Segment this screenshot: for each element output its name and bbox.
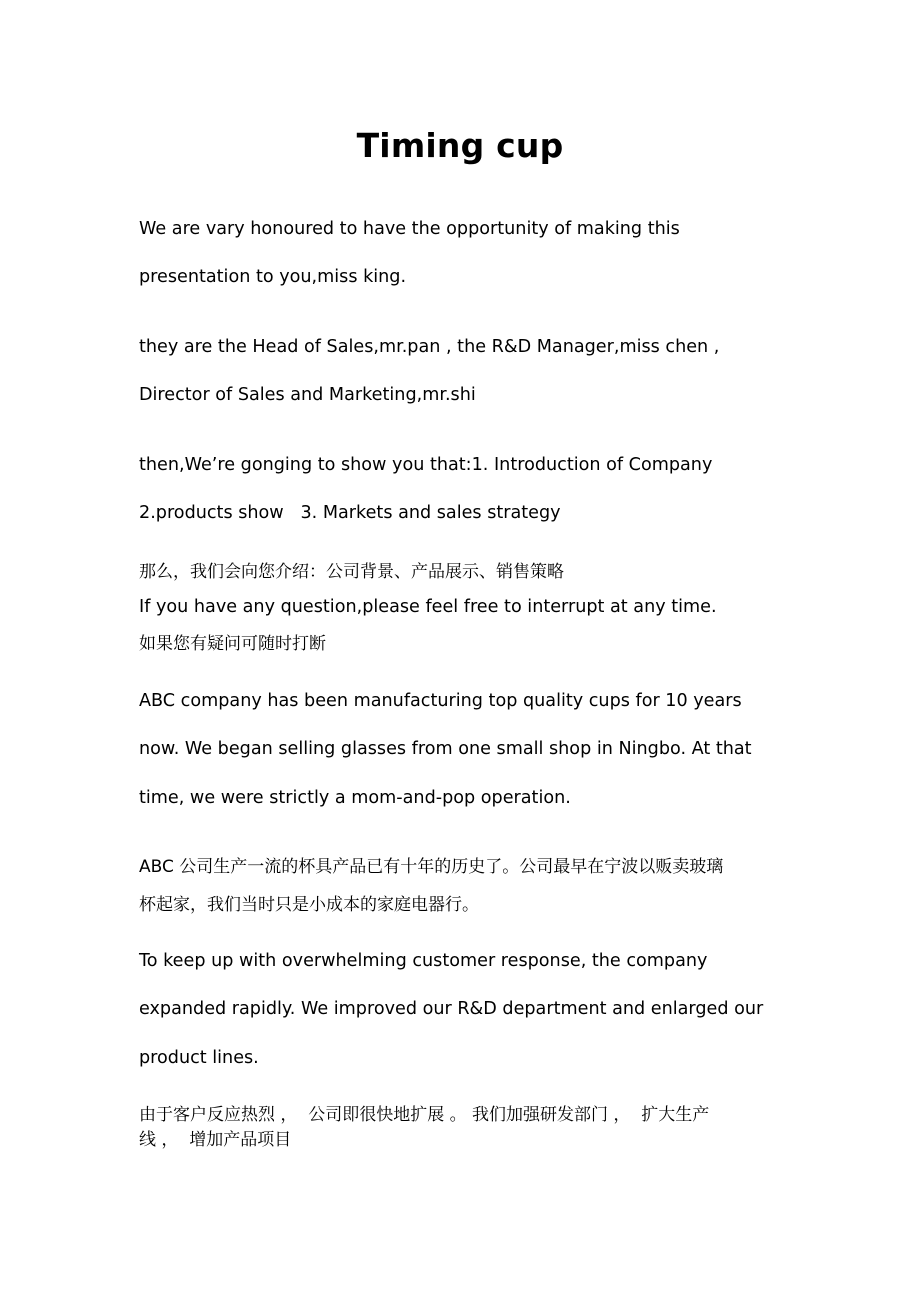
paragraph-7-line-2: now. We began selling glasses from one small shop in Ningbo. At that (139, 739, 752, 759)
paragraph-8-lead-latin: ABC (139, 857, 174, 877)
paragraph-5-line-1: If you have any question,please feel free to interrupt at any time. (139, 597, 717, 617)
paragraph-2-line-1: they are the Head of Sales,mr.pan , the R&D Manager,miss chen , (139, 337, 720, 357)
paragraph-9-line-1: To keep up with overwhelming customer response, the company (139, 951, 708, 971)
paragraph-3-line-1: then,We’re gonging to show you that:1. Introduction of Company (139, 455, 713, 475)
paragraph-1-line-2: presentation to you,miss king. (139, 267, 407, 287)
paragraph-2-line-2: Director of Sales and Marketing,mr.shi (139, 385, 476, 405)
document-title: Timing cup (356, 126, 564, 165)
paragraph-7-line-1: ABC company has been manufacturing top quality cups for 10 years (139, 691, 742, 711)
paragraph-8-zh-line-1 (139, 856, 723, 878)
paragraph-8-zh-line-2: 杯起家，我们当时只是小成本的家庭电器行。 (139, 895, 479, 915)
paragraph-10-zh-line-2: 线 ， 增加产品项目 (139, 1130, 292, 1150)
paragraph-7-line-3: time, we were strictly a mom-and-pop operation. (139, 788, 571, 808)
paragraph-6-zh-line-1: 如果您有疑问可随时打断 (139, 634, 326, 654)
paragraph-9-line-3: product lines. (139, 1048, 259, 1068)
paragraph-9-line-2: expanded rapidly. We improved our R&D department and enlarged our (139, 999, 764, 1019)
paragraph-1-line-1: We are vary honoured to have the opportunity of making this (139, 219, 680, 239)
paragraph-3-line-2: 2.products show 3. Markets and sales strategy (139, 503, 561, 523)
paragraph-10-zh-line-1: 由于客户反应热烈 ， 公司即很快地扩展 。 我们加强研发部门 ， 扩大生产 (139, 1105, 710, 1125)
paragraph-8-zh-text: 公司生产一流的杯具产品已有十年的历史了。公司最早在宁波以贩卖玻璃 (173, 857, 724, 877)
paragraph-4-zh-line-1: 那么，我们会向您介绍：公司背景、产品展示、销售策略 (139, 562, 564, 582)
